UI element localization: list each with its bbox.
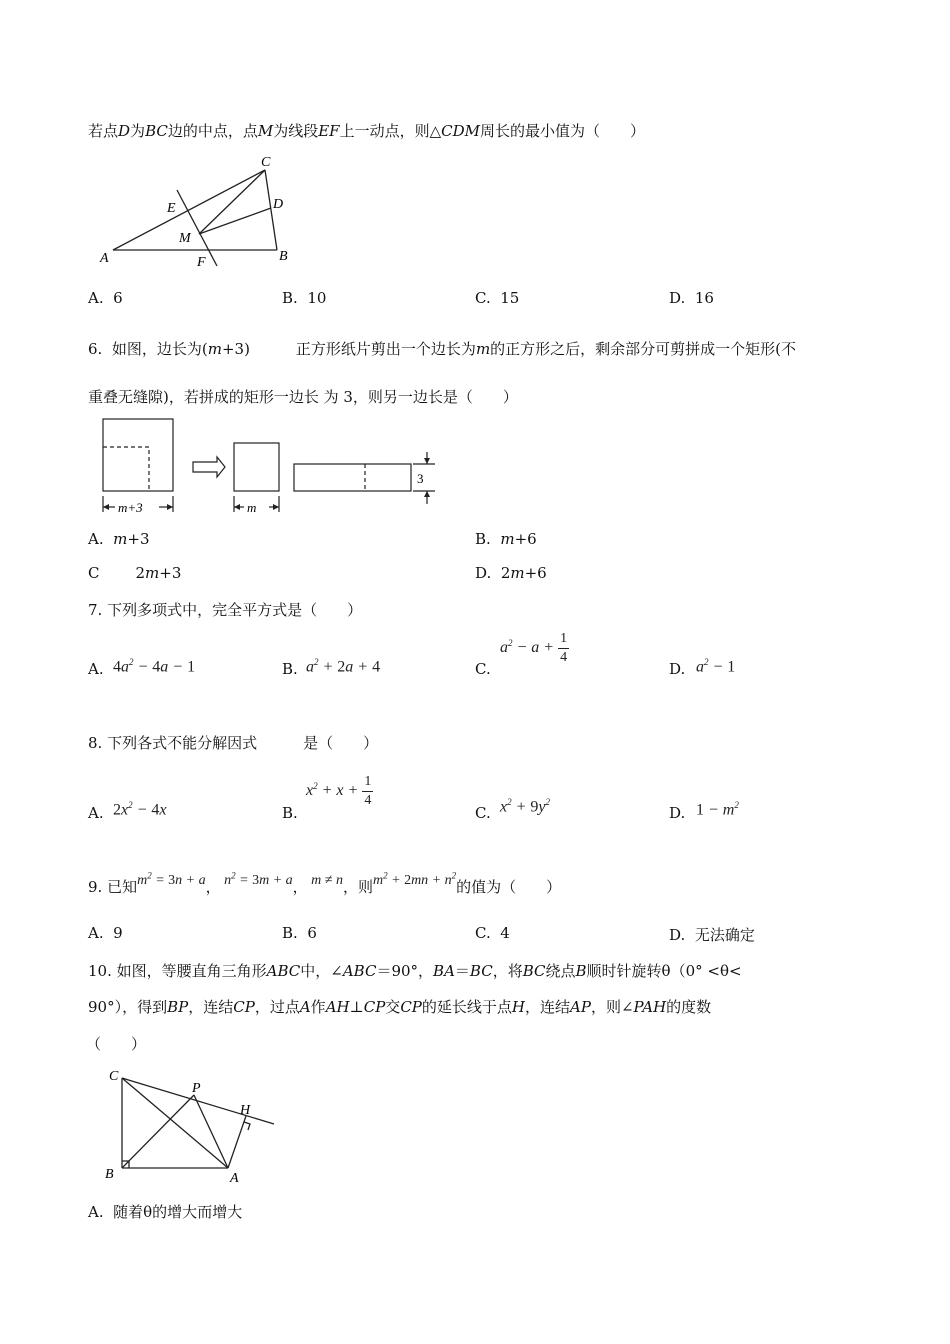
label-m: M: [179, 231, 191, 246]
label-b: B: [105, 1167, 114, 1182]
svg-text:m: m: [247, 500, 257, 515]
q8-expr-b: $x^2 + x$ + $\frac{1}{4}$: [306, 774, 372, 808]
label-a: A: [230, 1171, 239, 1186]
label-p: P: [192, 1081, 201, 1096]
q8-stem: 8. 下列各式不能分解因式 是（ ）: [88, 734, 379, 752]
q8-option-a[interactable]: A.: [88, 804, 104, 822]
q7-option-b[interactable]: B.: [282, 660, 298, 678]
q7-expr-d: $a^2 - 1$: [696, 657, 736, 676]
label-a: A: [100, 251, 109, 266]
q5-stem: 若点D为BC边的中点，点M为线段EF上一动点，则△CDM周长的最小值为（ ）: [88, 122, 646, 140]
label-c: C: [261, 155, 271, 170]
label-f: F: [197, 255, 206, 270]
q9-option-d[interactable]: D. 无法确定: [669, 926, 755, 944]
q10-stem-line1: 10. 如图，等腰直角三角形ABC中，∠ABC＝90°，BA＝BC，将BC绕点B顺时针旋转θ（0° <θ<: [88, 962, 742, 980]
q9-stem: 9. 已知$m^2 = 3n + a$， $n^2 = 3m + a$， m ≠ n，则$m^2 + 2mn + n^2$的值为（ ）: [88, 870, 562, 896]
q5-option-a[interactable]: A. 6: [88, 289, 123, 307]
q7-option-d[interactable]: D.: [669, 660, 686, 678]
q6-stem-line2: 重叠无缝隙)，若拼成的矩形一边长 为 3，则另一边长是（ ）: [88, 388, 518, 406]
q6-stem-line1: 6. 如图，边长为(m+3) 正方形纸片剪出一个边长为m的正方形之后，剩余部分可剪拼成一个矩形(不: [88, 340, 797, 358]
q5-option-c[interactable]: C. 15: [475, 289, 520, 307]
q5-option-d[interactable]: D. 16: [669, 289, 714, 307]
q10-stem-line2: 90°），得到BP，连结CP，过点A作AH⊥CP交CP的延长线于点H，连结AP，则∠PAH的度数: [88, 998, 712, 1016]
q10-triangle-figure: [100, 1062, 290, 1192]
q10-option-a[interactable]: A. 随着θ的增大而增大: [88, 1203, 243, 1221]
svg-text:m+3: m+3: [118, 500, 143, 515]
q5-triangle-figure: [95, 150, 305, 275]
q8-expr-a: $2x^2 - 4x$: [113, 800, 167, 819]
q9-option-c[interactable]: C. 4: [475, 924, 510, 942]
label-d: D: [273, 197, 284, 212]
q9-option-a[interactable]: A. 9: [88, 924, 123, 942]
q9-option-b[interactable]: B. 6: [282, 924, 317, 942]
q7-expr-b: $a^2 + 2a + 4$: [306, 657, 381, 676]
q6-option-a[interactable]: A. m+3: [88, 530, 150, 548]
q8-option-c[interactable]: C.: [475, 804, 491, 822]
q6-option-c[interactable]: C 2m+3: [88, 564, 182, 582]
q8-expr-d: $1 - m^2$: [696, 800, 739, 819]
q6-option-d[interactable]: D. 2m+6: [475, 564, 547, 582]
q8-option-d[interactable]: D.: [669, 804, 686, 822]
q6-squares-figure: [95, 412, 455, 522]
q7-expr-a: $4a^2 - 4a - 1$: [113, 657, 196, 676]
q6-option-b[interactable]: B. m+6: [475, 530, 537, 548]
q7-expr-c: $a^2 - a$ + $\frac{1}{4}$: [500, 631, 568, 665]
q7-stem: 7. 下列多项式中，完全平方式是（ ）: [88, 601, 363, 619]
q5-option-b[interactable]: B. 10: [282, 289, 327, 307]
q7-option-c[interactable]: C.: [475, 660, 491, 678]
q8-expr-c: $x^2 + 9y^2$: [500, 797, 551, 816]
label-b: B: [279, 249, 288, 264]
label-e: E: [167, 201, 176, 216]
q10-stem-line3: （ ）: [86, 1035, 147, 1053]
svg-text:3: 3: [417, 471, 424, 486]
label-h: H: [240, 1103, 251, 1118]
q8-option-b[interactable]: B.: [282, 804, 298, 822]
q7-option-a[interactable]: A.: [88, 660, 104, 678]
label-c: C: [109, 1069, 119, 1084]
